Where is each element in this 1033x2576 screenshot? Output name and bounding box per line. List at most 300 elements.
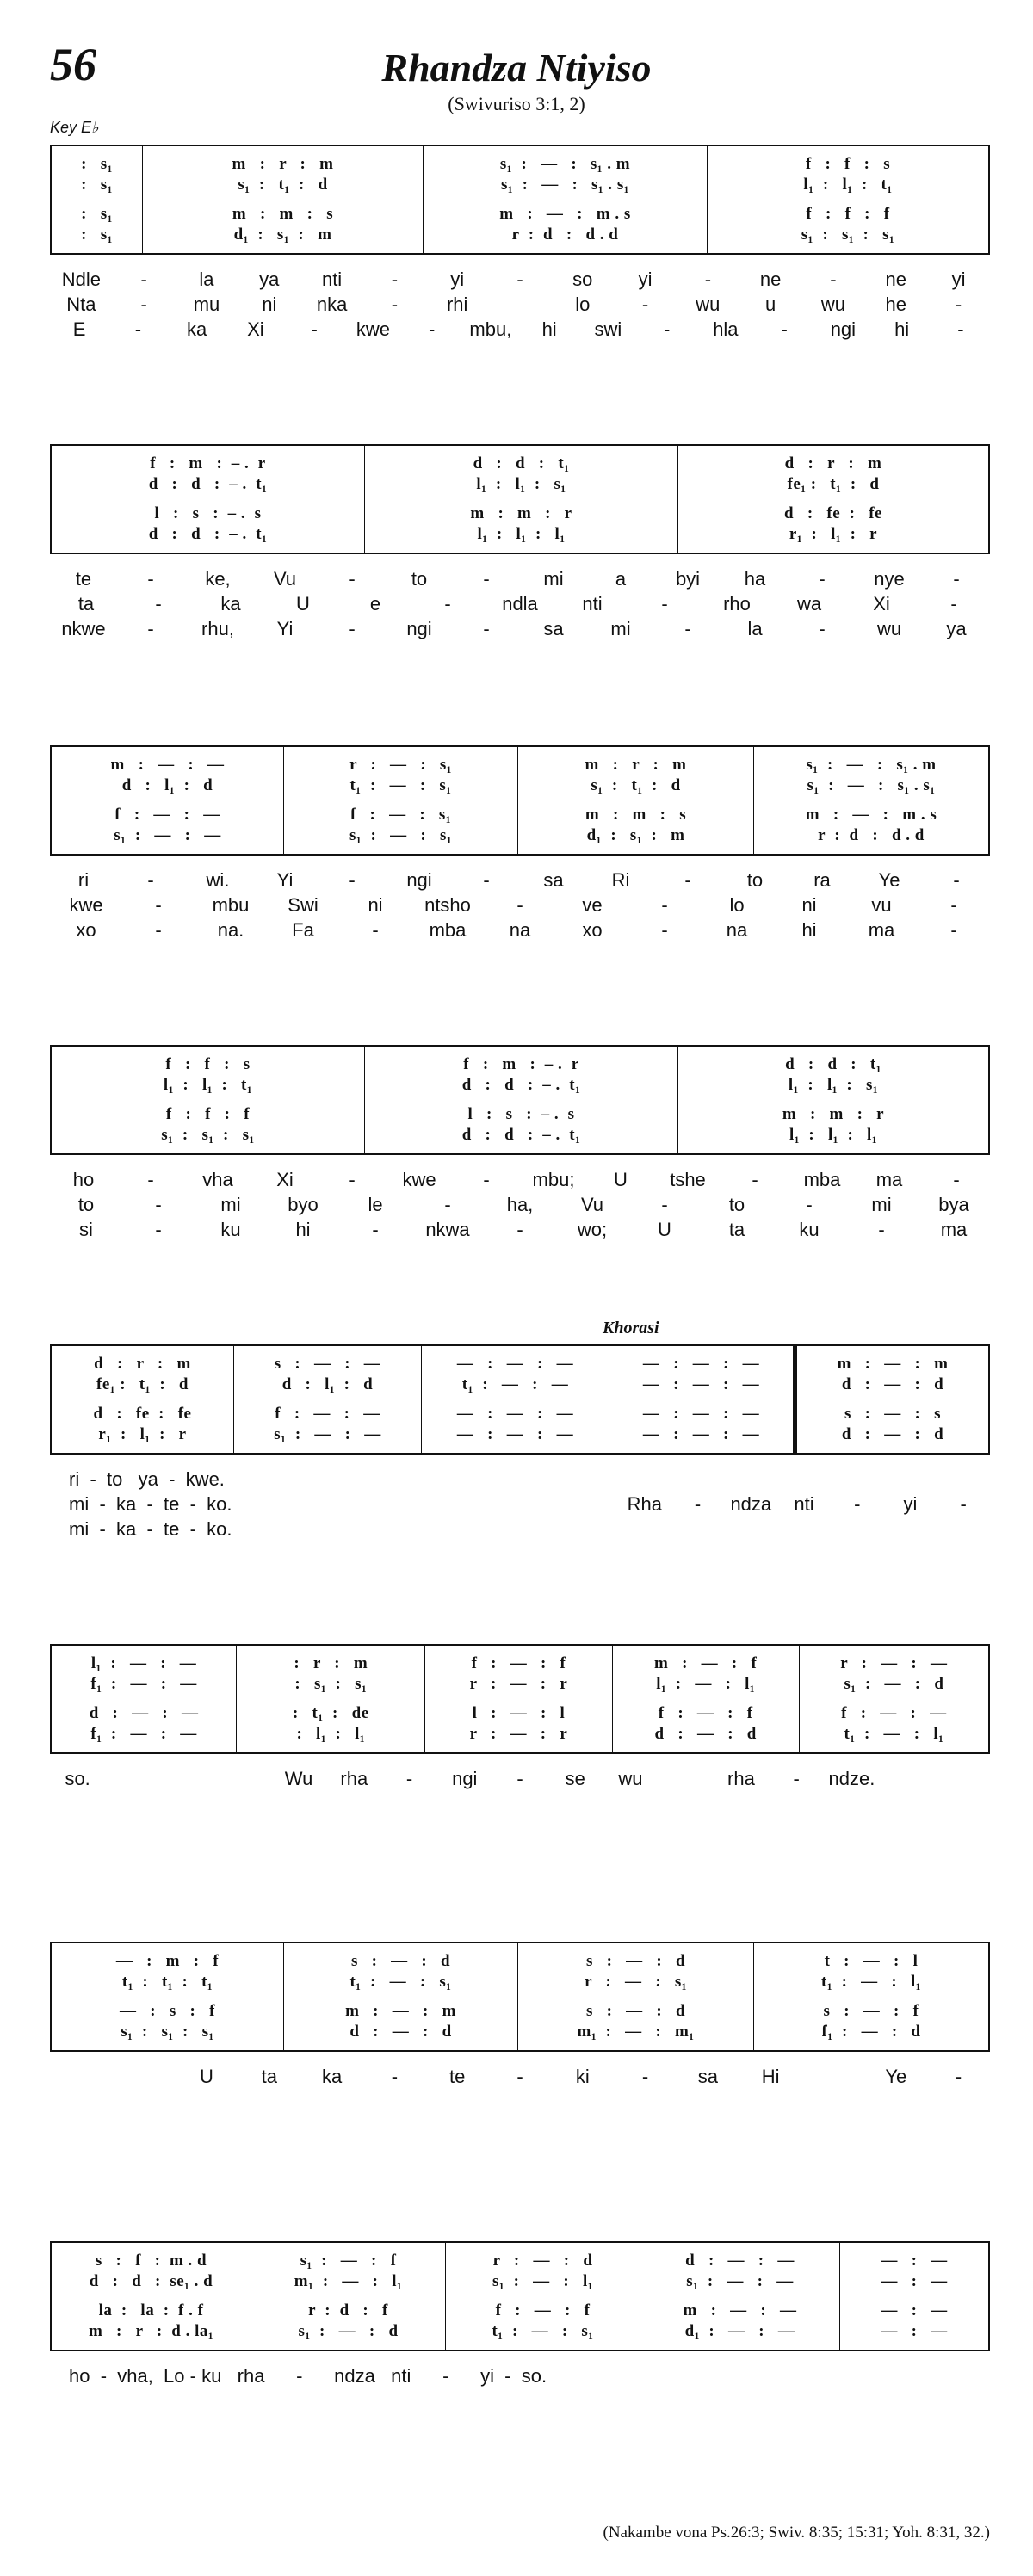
chorus-label: Khorasi (603, 1319, 659, 1337)
note-line: m₁ : — : m₁ (577, 2023, 695, 2041)
lyric-syllable: byo (288, 1194, 319, 1215)
note-line: m₁ : — : l₁ (294, 2272, 403, 2290)
note-line: r₁ : l₁ : r (789, 525, 878, 543)
lyric-syllable: - (752, 1169, 758, 1190)
note-line: s₁ : — : s₁ . m (499, 155, 631, 173)
note-line: s₁ : s₁ : s₁ (801, 225, 895, 244)
lyric-line-1 (50, 267, 990, 292)
note-line: t₁ : — : — (461, 1375, 569, 1393)
lyric-syllable: ha (744, 568, 766, 590)
lyric-syllable: - (684, 869, 691, 891)
lyric-line-1 (50, 1167, 990, 1192)
lyric-syllable: U (200, 2066, 213, 2087)
lyric-syllable: - (694, 1493, 702, 1515)
lyric-syllable: ne (759, 269, 782, 290)
note-line: s : — : f (823, 2002, 919, 2020)
measure (52, 1943, 284, 2050)
note-line: d : — : d (349, 2023, 452, 2041)
measure (425, 1646, 612, 1752)
lyric-syllable: Ri (611, 869, 630, 891)
lyric-syllable: Xi (247, 318, 264, 340)
lyric-syllable: sa (697, 2066, 718, 2087)
lyric-syllable: hi (295, 1219, 311, 1240)
note-line: — : — (881, 2272, 948, 2290)
lyric-syllable: vu (871, 894, 892, 916)
lyric-syllable: Yi (276, 869, 294, 891)
lyric-syllable: Fa (292, 919, 314, 941)
lyric-syllable: ku (799, 1219, 820, 1240)
lyric-syllable: lo (575, 293, 591, 315)
lyric-syllable: ka (220, 593, 241, 615)
lyric-line-1 (50, 2064, 990, 2089)
note-line: d : d : – . t₁ (461, 1126, 581, 1144)
hymn-number: 56 (50, 39, 96, 90)
measure (609, 1346, 797, 1453)
lyric-line-3 (50, 917, 990, 942)
note-line: s : — : d (350, 1952, 451, 1970)
lyric-line-1 (50, 1766, 990, 1791)
lyric-syllable: - (663, 318, 671, 340)
lyric-syllable: ta (728, 1219, 745, 1240)
lyric-syllable: Hi (761, 2066, 780, 2087)
lyric-syllable: Ye (885, 2066, 907, 2087)
lyric-syllable: yi (903, 1493, 918, 1515)
note-line: f : — : — (841, 1704, 947, 1722)
lyric-syllable: - (155, 593, 162, 615)
hymn-subtitle: (Swivuriso 3:1, 2) (448, 93, 585, 114)
lyric-syllable: ya (259, 269, 280, 290)
note-line: d : fe : fe (93, 1405, 192, 1423)
lyric-syllable: ngi (452, 1768, 478, 1789)
lyric-syllable: - (953, 1169, 960, 1190)
measure (640, 2243, 840, 2350)
note-line: r : — : — (840, 1654, 948, 1672)
lyric-syllable: nkwe (61, 618, 106, 639)
lyric-syllable: - (483, 568, 490, 590)
lyric-syllable: e (369, 593, 381, 615)
lyric-syllable: - (311, 318, 318, 340)
lyric-syllable: - (661, 593, 668, 615)
lyric-syllable: si (79, 1219, 93, 1240)
lyric-syllable (50, 2064, 113, 2089)
lyric-syllable: Wu (284, 1768, 313, 1789)
lyric-syllable: - (854, 1493, 861, 1515)
lyric-syllable: nti (794, 1493, 814, 1515)
lyric-syllable: Ndle (61, 269, 102, 290)
lyric-syllable: he (885, 293, 906, 315)
note-line: — : — : — (456, 1405, 574, 1423)
lyric-syllable: la (747, 618, 763, 639)
lyric-line-1 (50, 566, 990, 591)
lyric-syllable: - (155, 919, 162, 941)
lyric-syllable: - (391, 2066, 399, 2087)
lyric-syllable: so. (65, 1768, 90, 1789)
lyric-syllable: - (955, 2066, 962, 2087)
lyric-syllable: - (661, 1194, 668, 1215)
lyric-syllable: U (658, 1219, 671, 1240)
lyric-syllable: - (483, 869, 490, 891)
note-line: — : — (881, 2252, 948, 2270)
lyric-syllable: - (953, 869, 960, 891)
lyric-syllable: bya (938, 1194, 969, 1215)
music-system-6 (50, 1644, 990, 1791)
measure (518, 1943, 754, 2050)
lyric-syllable: - (819, 618, 826, 639)
lyric-line-3 (50, 317, 990, 342)
lyric-syllable: ndla (502, 593, 538, 615)
note-line: s₁ : — : s₁ . m (806, 756, 937, 774)
note-line: s₁ : — : — (686, 2272, 794, 2290)
lyric-syllable: wu (820, 293, 846, 315)
lyric-syllable: kwe (356, 318, 390, 340)
note-line: m : m : s (585, 806, 687, 824)
staff (50, 2241, 990, 2351)
measure (422, 1346, 609, 1453)
staff (50, 1942, 990, 2052)
lyric-syllable: - (684, 618, 691, 639)
lyric-syllable: ma (868, 919, 895, 941)
lyric-syllable: hi (894, 318, 910, 340)
measure-pickup (52, 146, 143, 253)
note-line: — : — : — (456, 1355, 574, 1373)
lyric-syllable: rho (723, 593, 751, 615)
lyric-syllable: mi (543, 568, 564, 590)
lyric-syllable: sa (543, 869, 564, 891)
lyric-syllable: ngi (406, 618, 432, 639)
note-line: : s₁ (81, 155, 113, 173)
staff (50, 1344, 990, 1455)
measure (52, 747, 284, 854)
note-line: s₁ : — : l₁ (492, 2272, 593, 2290)
note-line: m : — : m (837, 1355, 949, 1373)
lyric-syllable: ve (582, 894, 603, 916)
lyric-syllable: te (449, 2066, 466, 2087)
lyric-syllable (489, 292, 552, 317)
lyric-syllable: Xi (276, 1169, 294, 1190)
lyrics (50, 1766, 990, 1791)
lyric-syllable: so (572, 269, 593, 290)
lyric-syllable: wa (796, 593, 822, 615)
lyrics (50, 267, 990, 342)
lyric-syllable: - (155, 894, 162, 916)
note-line: — : — : — (642, 1425, 760, 1443)
lyric-syllable: sa (543, 618, 564, 639)
lyric-syllable: Nta (66, 293, 96, 315)
note-line: f : — : f (471, 1654, 566, 1672)
music-system-7 (50, 1942, 990, 2089)
staff (50, 1644, 990, 1754)
note-line: s₁ : t₁ : d (238, 176, 328, 194)
lyric-syllable: a (615, 568, 627, 590)
lyric-syllable: ho (72, 1169, 95, 1190)
lyric-syllable: rha (340, 1768, 368, 1789)
staff (50, 1045, 990, 1155)
note-line: — : — (881, 2301, 948, 2320)
lyric-syllable: - (372, 1219, 379, 1240)
lyric-syllable: to (411, 568, 428, 590)
note-line: r : — : s₁ (349, 756, 452, 774)
note-line: s₁ : — : s₁ . s₁ (807, 776, 936, 794)
note-line: f : m : – . r (463, 1055, 579, 1073)
note-line: r : — : r (469, 1675, 568, 1693)
lyric-syllable: Swi (288, 894, 319, 916)
note-line: t₁ : — : l₁ (844, 1725, 944, 1743)
lyric-syllable: Yi (276, 618, 294, 639)
lyric-line-3 (50, 1217, 990, 1242)
note-line: s₁ : — : f (300, 2252, 397, 2270)
measure (518, 747, 754, 854)
measure (234, 1346, 422, 1453)
lyric-syllable: - (641, 293, 649, 315)
note-line: s : f : m . d (95, 2252, 207, 2270)
lyric-syllable: - (134, 318, 142, 340)
hymn-title: Rhandza Ntiyiso (381, 46, 652, 90)
lyric-syllable: ku (220, 1219, 241, 1240)
lyric-syllable: - (372, 919, 379, 941)
lyric-syllable: ngi (830, 318, 857, 340)
lyric-syllable: hla (713, 318, 739, 340)
note-line: l₁ : l₁ : s₁ (476, 475, 566, 493)
lyric-syllable: ki (575, 2066, 590, 2087)
note-line: s₁ : — : d (298, 2322, 399, 2340)
lyric-syllable: - (950, 919, 957, 941)
note-line: l : s : – . s (154, 504, 262, 522)
lyrics (50, 2363, 990, 2388)
lyric-syllable: - (950, 894, 957, 916)
lyric-syllable: - (155, 1194, 162, 1215)
note-line: f : m : – . r (150, 454, 266, 473)
measure (52, 2243, 251, 2350)
lyric-syllable: - (516, 2066, 523, 2087)
lyric-syllable: nti (321, 269, 343, 290)
lyric-line-1: ri - to ya - kwe. (69, 1468, 225, 1490)
lyric-syllable: tshe (670, 1169, 706, 1190)
lyric-syllable: te (75, 568, 92, 590)
lyric-syllable: - (661, 894, 668, 916)
lyric-syllable: ndza (730, 1493, 772, 1515)
lyric-line-3 (50, 616, 990, 641)
note-line: fe₁ : t₁ : d (787, 475, 880, 493)
lyric-syllable: - (349, 1169, 356, 1190)
note-line: t₁ : — : s₁ (349, 776, 452, 794)
measure (52, 1047, 365, 1153)
note-line: m : r : m (585, 756, 687, 774)
measure (678, 446, 988, 553)
lyric-syllable: - (641, 2066, 649, 2087)
lyric-syllable: yi (638, 269, 653, 290)
lyric-syllable: - (957, 318, 964, 340)
lyric-syllable: - (661, 919, 668, 941)
note-line: r : d : d . d (818, 826, 925, 844)
lyric-syllable: - (140, 293, 147, 315)
note-line: d : d : – . t₁ (148, 525, 268, 543)
note-line: d : d : – . t₁ (461, 1076, 581, 1094)
note-line: s : — : d (585, 2002, 686, 2020)
measure (251, 2243, 446, 2350)
lyric-syllable: ni (368, 894, 383, 916)
lyric-syllable: Rha (627, 1493, 663, 1515)
lyric-syllable: ta (261, 2066, 277, 2087)
chorus-lyric-line (618, 1492, 990, 1517)
lyric-syllable: - (147, 869, 154, 891)
music-system-3 (50, 745, 990, 942)
lyric-syllable: kwe (69, 894, 103, 916)
measure (613, 1646, 800, 1752)
note-line: s₁ : — : s₁ . s₁ (501, 176, 629, 194)
lyric-syllable: mi (871, 1194, 892, 1215)
lyric-syllable: - (793, 1768, 800, 1789)
note-line: s₁ : — : d (844, 1675, 944, 1693)
note-line: s₁ : s₁ : s₁ (161, 1126, 255, 1144)
note-line: r : — : r (469, 1725, 568, 1743)
note-line: m : r : d . la₁ (88, 2322, 214, 2340)
lyric-syllable: u (765, 293, 776, 315)
note-line: : l₁ : l₁ (296, 1725, 366, 1743)
measure (800, 1646, 988, 1752)
note-line: s₁ : — : — (274, 1425, 381, 1443)
lyric-syllable: Xi (873, 593, 890, 615)
lyric-syllable: wo; (577, 1219, 608, 1240)
lyric-syllable: - (516, 894, 523, 916)
measure (52, 1346, 234, 1453)
note-line: — : s : f (120, 2002, 215, 2020)
lyric-syllable: mbu; (532, 1169, 575, 1190)
music-system-8 (50, 2241, 990, 2388)
note-line: la : la : f . f (98, 2301, 204, 2320)
lyric-syllable: rhu, (201, 618, 234, 639)
lyric-syllable: - (405, 1768, 413, 1789)
lyric-syllable: ya (946, 618, 967, 639)
staff (50, 745, 990, 856)
note-line: d : fe : fe (784, 504, 882, 522)
lyric-syllable (216, 1766, 271, 1791)
lyric-syllable: rhi (446, 293, 468, 315)
note-line: r : — : d (492, 2252, 593, 2270)
note-line: s : — : s (844, 1405, 941, 1423)
note-line: s₁ : t₁ : d (591, 776, 681, 794)
lyric-syllable (105, 1766, 160, 1791)
lyrics (50, 1167, 990, 1242)
lyric-syllable: - (878, 1219, 885, 1240)
note-line: d : — : — (685, 2252, 795, 2270)
note-line: — : — : — (456, 1425, 574, 1443)
note-line: fe₁ : t₁ : d (96, 1375, 189, 1393)
note-line: f : — : f (495, 2301, 591, 2320)
note-line: d : d : t₁ (473, 454, 570, 473)
lyric-syllable: mba (429, 919, 467, 941)
note-line: l₁ : l₁ : l₁ (477, 525, 566, 543)
note-line: d₁ : — : — (684, 2322, 795, 2340)
lyric-line-2: mi - ka - te - ko. (69, 1493, 232, 1515)
lyric-syllable: na (726, 919, 748, 941)
note-line: m : — : — (110, 756, 225, 774)
note-line: t₁ : — : s₁ (349, 1973, 452, 1991)
note-line: m : — : f (654, 1654, 758, 1672)
music-system-5 (50, 1344, 990, 1549)
note-line: s₁ : s₁ : s₁ (121, 2023, 214, 2041)
note-line: d : r : m (94, 1355, 191, 1373)
note-line: s : — : d (585, 1952, 686, 1970)
lyric-syllable: - (781, 318, 788, 340)
lyric-syllable: - (428, 318, 436, 340)
lyric-syllable: - (147, 618, 154, 639)
lyric-syllable: mba (803, 1169, 841, 1190)
note-line: l₁ : l₁ : l₁ (789, 1126, 878, 1144)
lyric-syllable: to (746, 869, 764, 891)
lyric-syllable: ri (77, 869, 90, 891)
note-line: m : — : m (345, 2002, 456, 2020)
lyric-syllable: ni (801, 894, 817, 916)
note-line: d : — : d (841, 1425, 944, 1443)
note-line: f : — : — (275, 1405, 380, 1423)
lyric-syllable: E (72, 318, 86, 340)
lyric-syllable: - (444, 593, 451, 615)
note-line: m : — : — (683, 2301, 797, 2320)
lyric-syllable: le (368, 1194, 383, 1215)
lyric-syllable: - (483, 618, 490, 639)
note-line: d : l₁ : d (121, 776, 213, 794)
note-line: r : d : f (308, 2301, 388, 2320)
lyric-syllable: - (483, 1169, 490, 1190)
lyrics (50, 566, 990, 641)
lyric-syllable: swi (594, 318, 622, 340)
note-line: m : — : m . s (499, 205, 631, 223)
note-line: r₁ : l₁ : r (98, 1425, 187, 1443)
lyric-syllable: wi. (206, 869, 230, 891)
note-line: m : m : s (232, 205, 334, 223)
note-line: f : — : f (658, 1704, 753, 1722)
note-line: f : f : f (165, 1105, 251, 1123)
measure (365, 446, 678, 553)
lyric-syllable: - (147, 568, 154, 590)
lyrics (50, 1467, 990, 1549)
note-line: m : r : m (232, 155, 334, 173)
note-line: m : m : r (470, 504, 572, 522)
note-line: l : — : l (472, 1704, 566, 1722)
measure (52, 446, 365, 553)
measure (424, 146, 708, 253)
measure (52, 1646, 237, 1752)
note-line: — : m : f (115, 1952, 220, 1970)
note-line: r : — : s₁ (585, 1973, 687, 1991)
note-line: l₁ : l₁ : t₁ (163, 1076, 253, 1094)
lyric-syllable: U (614, 1169, 628, 1190)
lyric-syllable (659, 1766, 714, 1791)
staff (50, 145, 990, 255)
lyric-syllable: Vu (580, 1194, 604, 1215)
note-line: f₁ : — : d (821, 2023, 921, 2041)
lyric-syllable: ra (813, 869, 831, 891)
lyric-line-2 (50, 893, 990, 917)
note-line: t₁ : — : s₁ (492, 2322, 594, 2340)
note-line: d : l₁ : d (281, 1375, 374, 1393)
measure (143, 146, 424, 253)
lyric-syllable: wu (876, 618, 902, 639)
note-line: : s₁ (81, 205, 113, 223)
lyric-line-3: mi - ka - te - ko. (69, 1518, 232, 1540)
key-signature: Key E♭ (50, 119, 99, 136)
lyric-line-1 (50, 868, 990, 893)
lyric-syllable: ta (77, 593, 95, 615)
lyric-syllable: - (953, 568, 960, 590)
lyric-syllable: ka (321, 2066, 343, 2087)
note-line: f : f : s (165, 1055, 251, 1073)
lyric-syllable: na (509, 919, 531, 941)
lyric-syllable (935, 1766, 990, 1791)
lyric-syllable: vha (202, 1169, 233, 1190)
lyric-syllable: se (565, 1768, 585, 1789)
note-line: f₁ : — : — (90, 1725, 197, 1743)
